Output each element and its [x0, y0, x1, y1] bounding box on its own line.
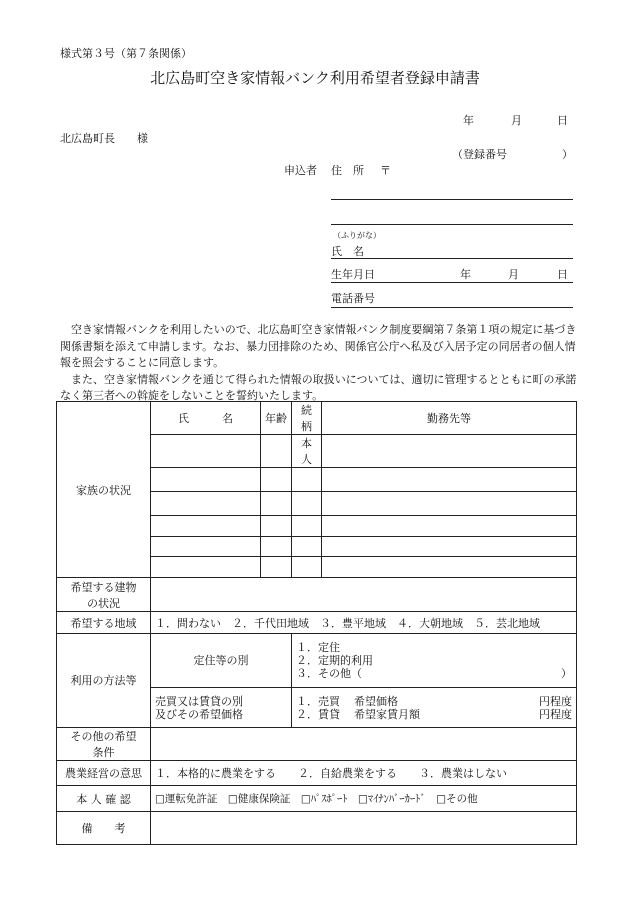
- family-relation-cell[interactable]: [292, 468, 322, 492]
- family-age-cell[interactable]: [261, 537, 292, 557]
- trade-label: 売買又は賃貸の別 及びその希望価格: [151, 688, 292, 728]
- family-age-cell[interactable]: [261, 468, 292, 492]
- consent-paragraph-2: また、空き家情報バンクを通じて得られた情報の取扱いについては、適切に管理するとともに町の承諾なく第三者への斡旋をしないことを誓約いたします。: [60, 372, 577, 402]
- birth-line: [331, 282, 573, 283]
- birth-label: 生年月日: [331, 268, 375, 281]
- remarks-label: 備 考: [57, 812, 151, 845]
- usage-label: 利用の方法等: [57, 634, 151, 728]
- family-work-cell[interactable]: [322, 492, 577, 516]
- other-field[interactable]: [151, 728, 577, 761]
- furigana-label: （ふりがな）: [333, 231, 381, 240]
- family-work-cell[interactable]: [322, 537, 577, 557]
- family-name-cell[interactable]: [151, 557, 261, 578]
- phone-label: 電話番号: [331, 292, 375, 305]
- family-age-cell[interactable]: [261, 557, 292, 578]
- family-work-cell[interactable]: [322, 468, 577, 492]
- phone-line: [331, 307, 573, 308]
- registration-number: （登録番号 ）: [452, 148, 573, 161]
- page-title: 北広島町空き家情報バンク利用希望者登録申請書: [150, 69, 480, 87]
- id-options: □運転免許証 □健康保険証 □ﾊﾟｽﾎﾟｰﾄ □ﾏｲﾅﾝﾊﾞｰｶｰﾄﾞ □その他: [151, 786, 577, 812]
- area-options: １．問わない ２．千代田地域 ３．豊平地域 ４．大朝地域 ５．芸北地域: [151, 612, 577, 634]
- other-label: その他の希望 条件: [57, 728, 151, 761]
- id-label: 本 人 確 認: [57, 786, 151, 812]
- date-day: 日: [557, 114, 568, 127]
- family-work-cell[interactable]: [322, 557, 577, 578]
- date-month: 月: [511, 114, 522, 127]
- family-relation-self: 本人: [292, 435, 322, 468]
- farming-options: １．本格的に農業をする ２．自給農業をする ３．農業はしない: [151, 761, 577, 786]
- family-age-cell[interactable]: [261, 492, 292, 516]
- address-line-1: [331, 199, 573, 200]
- postal-mark: 〒: [380, 164, 391, 177]
- building-label: 希望する建物 の状況: [57, 578, 151, 612]
- family-relation-cell[interactable]: [292, 516, 322, 537]
- trade-lines: １．売買 希望価格 円程度 ２．賃貸 希望家賃月額 円程度: [292, 688, 577, 728]
- header-relation: 続柄: [292, 402, 322, 435]
- consent-paragraph-1: 空き家情報バンクを利用したいので、北広島町空き家情報バンク制度要綱第７条第１項の規定に基づき関係書類を添えて申請します。なお、暴力団排除のため、関係官公庁へ私及び入居予定の同居者の個人情報を照会することに同意します。: [60, 323, 577, 369]
- family-relation-cell[interactable]: [292, 537, 322, 557]
- birth-year: 年: [460, 268, 471, 281]
- application-table: [56, 401, 577, 845]
- name-line: [331, 258, 573, 259]
- remarks-field[interactable]: [151, 812, 577, 845]
- date-year: 年: [463, 114, 474, 127]
- family-work-cell[interactable]: [322, 435, 577, 468]
- area-label: 希望する地域: [57, 612, 151, 634]
- header-name: 氏 名: [151, 402, 261, 435]
- family-age-cell[interactable]: [261, 516, 292, 537]
- consent-text: [60, 322, 580, 405]
- birth-month: 月: [508, 268, 519, 281]
- form-number: 様式第３号（第７条関係）: [60, 47, 192, 60]
- family-name-cell[interactable]: [151, 516, 261, 537]
- building-field[interactable]: [151, 578, 577, 612]
- residence-label: 定住等の別: [151, 634, 292, 688]
- family-work-cell[interactable]: [322, 516, 577, 537]
- family-relation-cell[interactable]: [292, 557, 322, 578]
- residence-options: １．定住 ２．定期的利用 ３．その他（ ）: [292, 634, 577, 688]
- family-name-cell[interactable]: [151, 468, 261, 492]
- family-name-cell[interactable]: [151, 537, 261, 557]
- family-label: 家族の状況: [57, 402, 151, 578]
- family-name-cell[interactable]: [151, 435, 261, 468]
- birth-day: 日: [557, 268, 568, 281]
- farming-label: 農業経営の意思: [57, 761, 151, 786]
- family-age-cell[interactable]: [261, 435, 292, 468]
- addressee: 北広島町長 様: [60, 132, 148, 145]
- header-age: 年齢: [261, 402, 292, 435]
- family-relation-cell[interactable]: [292, 492, 322, 516]
- header-work: 勤務先等: [322, 402, 577, 435]
- address-label: 住 所: [331, 164, 364, 177]
- address-line-2: [331, 224, 573, 225]
- name-label: 氏 名: [331, 245, 364, 258]
- family-name-cell[interactable]: [151, 492, 261, 516]
- applicant-label: 申込者: [284, 164, 317, 177]
